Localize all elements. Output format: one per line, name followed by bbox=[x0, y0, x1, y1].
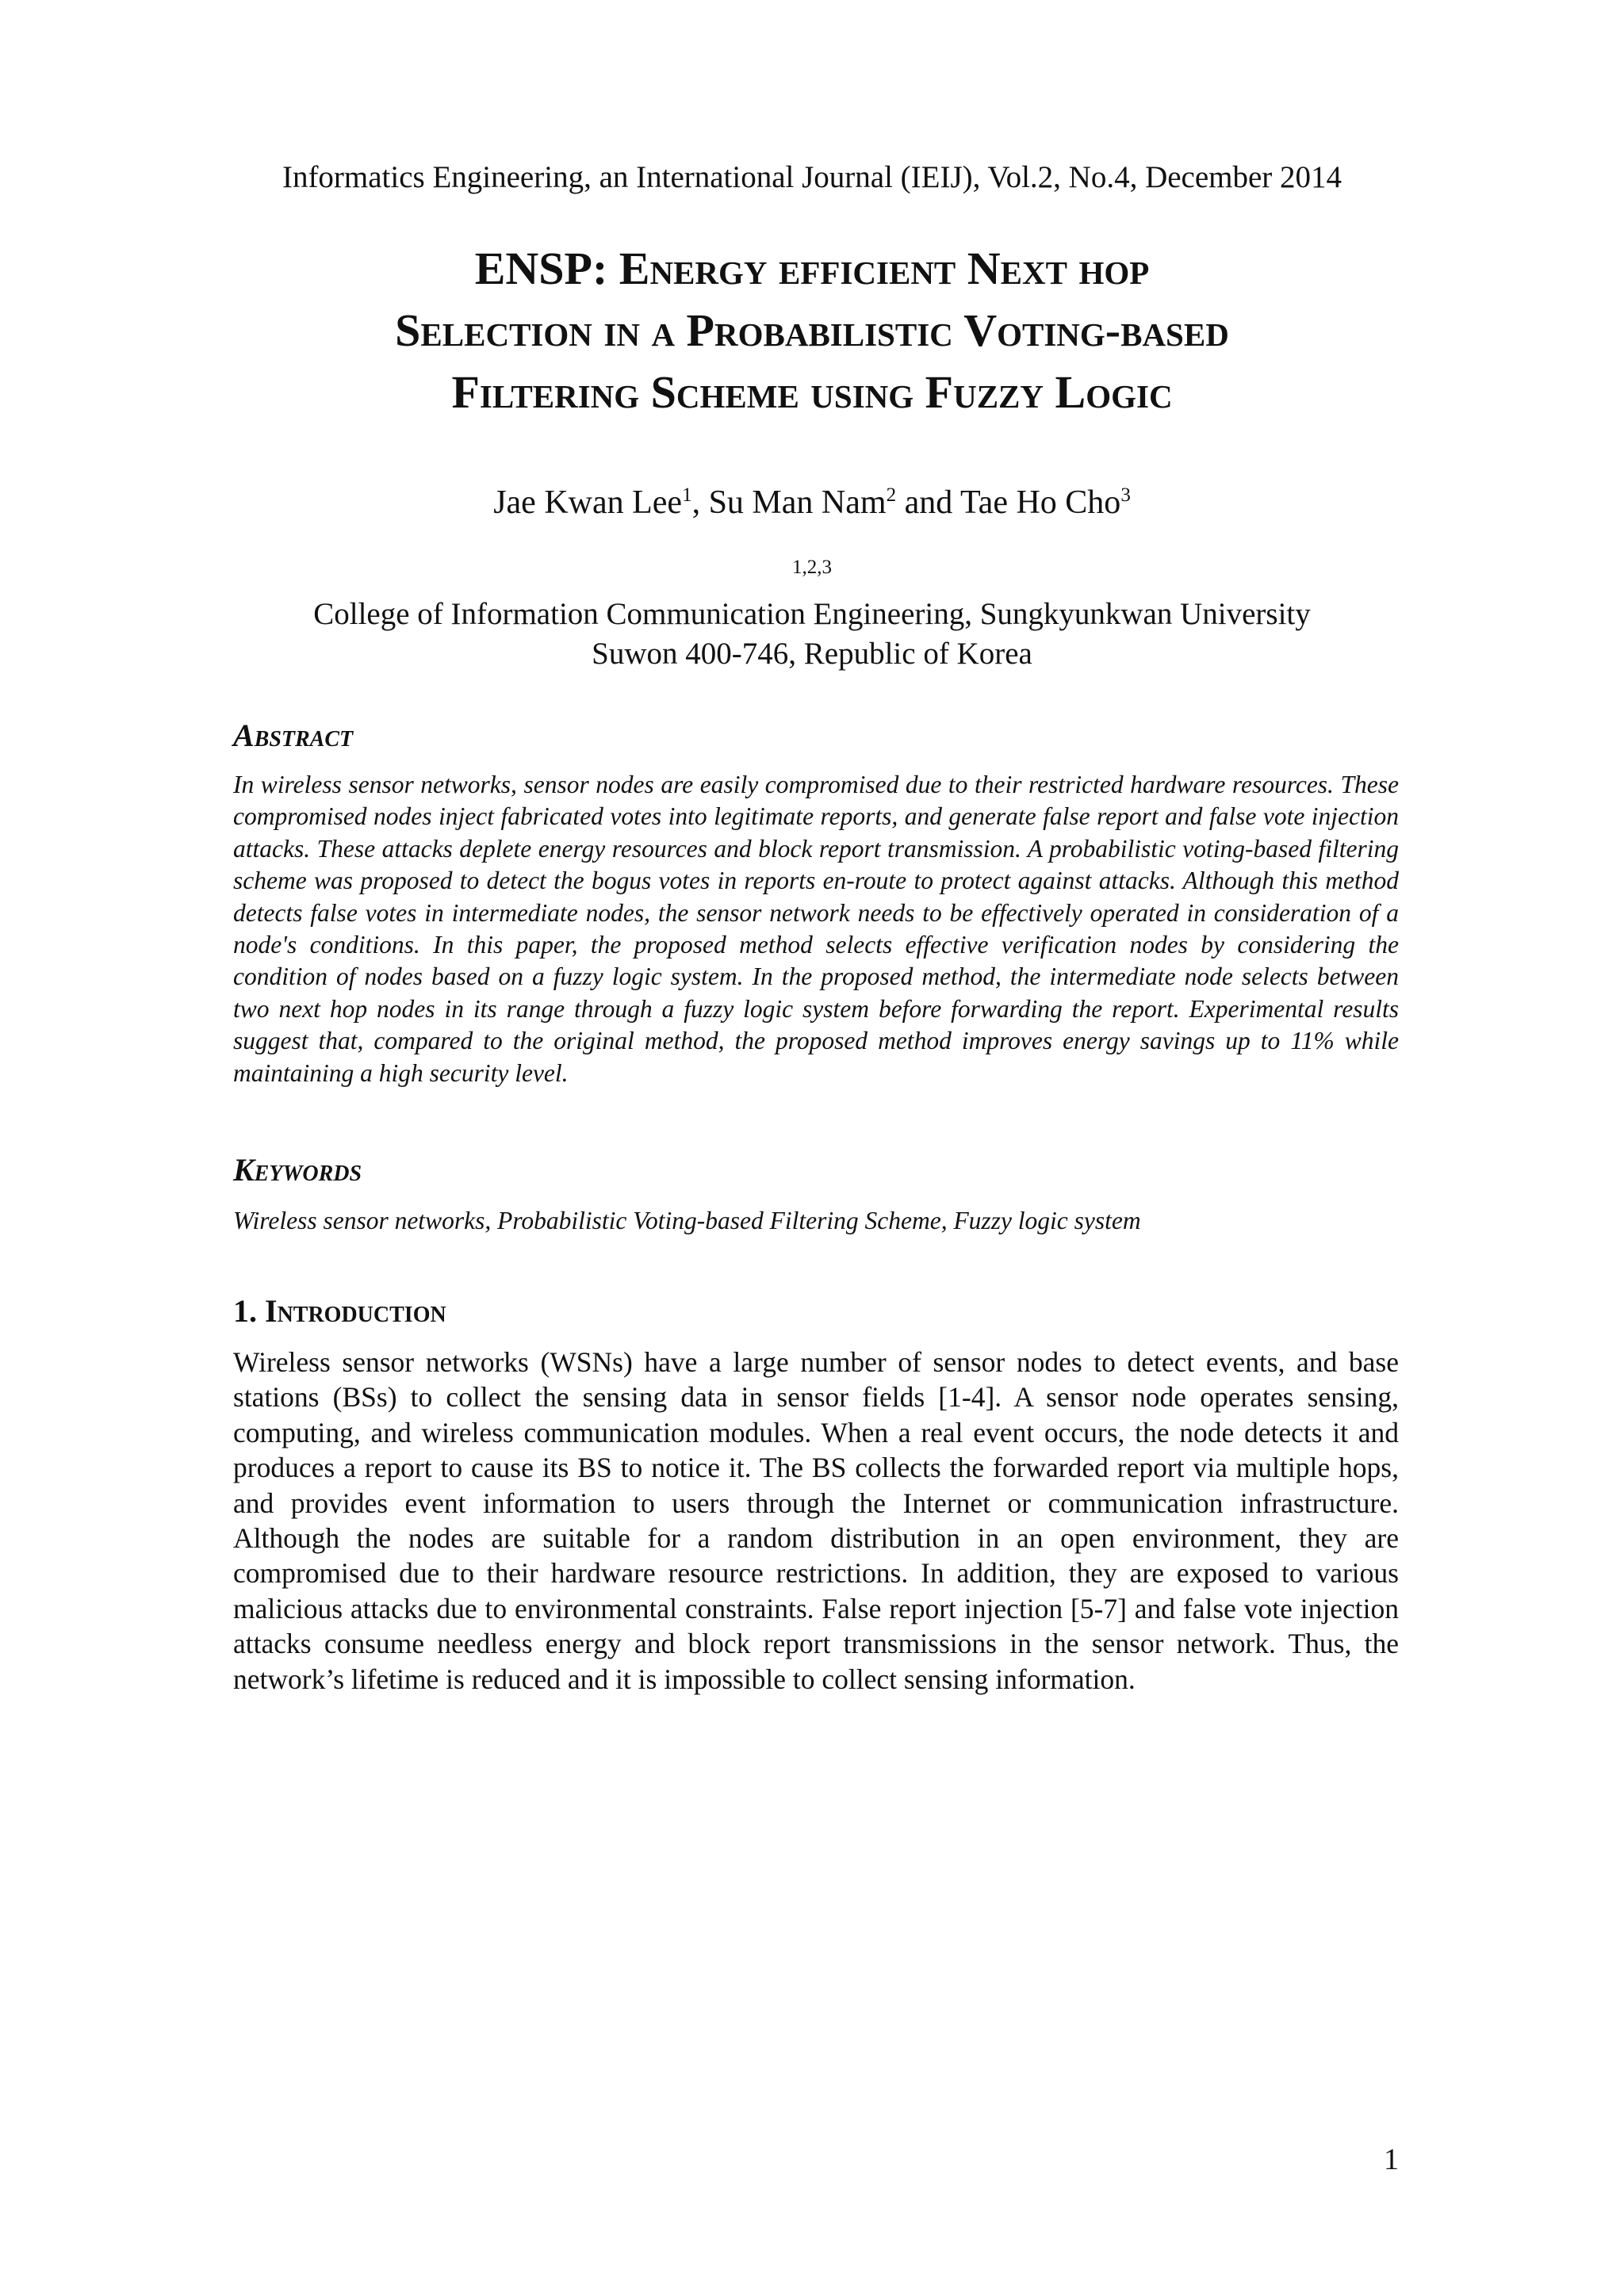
author-name: Su Man Nam bbox=[708, 484, 887, 521]
introduction-text: Wireless sensor networks (WSNs) have a large number of sensor nodes to detect events, and base stations (BSs) to collect the sensing data in sensor fields [1-4]. A sensor node operates sensing, computing, and wireless communication modules. When a real event occurs, the node detects it and produces a report to cause its BS to notice it. The BS collects the forwarded report via multiple hops, and provides event information to users through the Internet or communication infrastructure. Although the nodes are suitable for a random distribution in an open environment, they are compromised due to their hardware resource restrictions. In addition, they are exposed to various malicious attacks due to environmental constraints. False report injection [5-7] and false vote injection attacks consume needless energy and block report transmissions in the sensor network. Thus, the network’s lifetime is reduced and it is impossible to collect sensing information. bbox=[233, 1346, 1399, 1695]
author-separator: , bbox=[691, 484, 709, 521]
introduction-heading: 1. Introduction bbox=[233, 1293, 446, 1329]
author-superscript: 3 bbox=[1120, 484, 1131, 506]
author-name: Tae Ho Cho bbox=[959, 484, 1121, 521]
author-list bbox=[0, 482, 1624, 523]
author-affiliation bbox=[0, 555, 1624, 674]
affiliation-superscript: 1,2,3 bbox=[792, 557, 832, 578]
author-name: Jae Kwan Lee bbox=[493, 484, 683, 521]
title-line-2: Selection in a Probabilistic Voting-based bbox=[395, 304, 1229, 356]
affiliation-institution: College of Information Communication Engineering, Sungkyunkwan University bbox=[313, 597, 1311, 631]
page-number: 1 bbox=[1384, 2143, 1399, 2176]
keywords-heading: Keywords bbox=[233, 1152, 362, 1188]
title-line-3: Filtering Scheme using Fuzzy Logic bbox=[451, 366, 1173, 418]
paper-title bbox=[159, 238, 1465, 423]
affiliation-line-2: Suwon 400-746, Republic of Korea bbox=[592, 637, 1032, 671]
author-superscript: 2 bbox=[886, 484, 897, 506]
author-separator: and bbox=[896, 484, 960, 521]
author-superscript: 1 bbox=[682, 484, 692, 506]
affiliation-line-1 bbox=[0, 555, 1624, 634]
abstract-text: In wireless sensor networks, sensor nodes are easily compromised due to their restricted hardware resources. These compromised nodes inject fabricated votes into legitimate reports, and generate false report and false vote injection attacks. These attacks deplete energy resources and block report transmission. A probabilistic voting-based filtering scheme was proposed to detect the bogus votes in reports en-route to protect against attacks. Although this method detects false votes in intermediate nodes, the sensor network needs to be effectively operated in consideration of a node's conditions. In this paper, the proposed method selects effective verification nodes by considering the condition of nodes based on a fuzzy logic system. In the proposed method, the intermediate node selects between two next hop nodes in its range through a fuzzy logic system before forwarding the report. Experimental results suggest that, compared to the original method, the proposed method improves energy savings up to 11% while maintaining a high security level. bbox=[233, 771, 1399, 1087]
journal-header: Informatics Engineering, an International Journal (IEIJ), Vol.2, No.4, December 2014 bbox=[282, 160, 1342, 194]
abstract-heading: Abstract bbox=[233, 718, 354, 753]
title-line-1: ENSP: Energy efficient Next hop bbox=[474, 243, 1150, 294]
keywords-text: Wireless sensor networks, Probabilistic Voting-based Filtering Scheme, Fuzzy logic system bbox=[233, 1207, 1141, 1234]
